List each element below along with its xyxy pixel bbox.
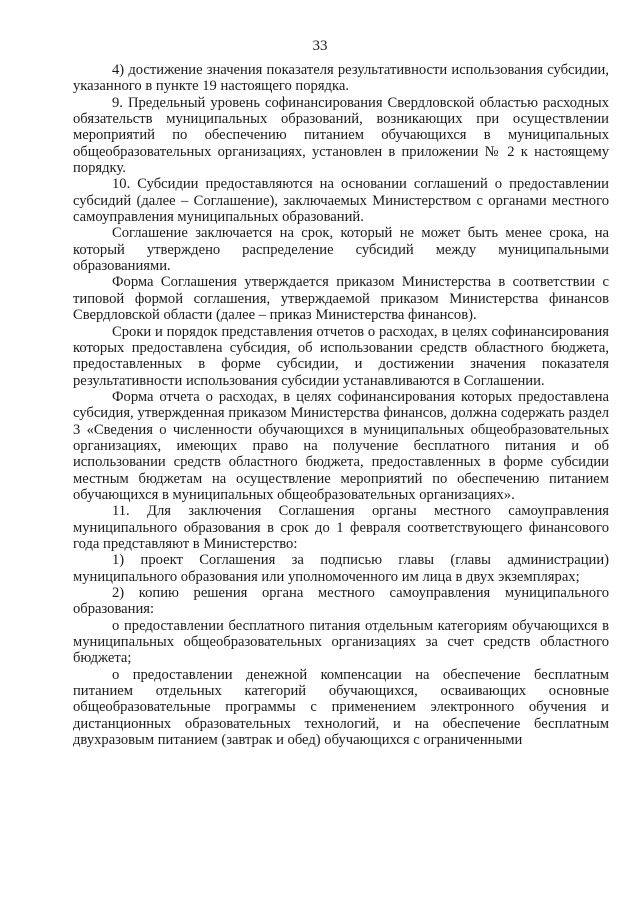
paragraph-agreement-form: Форма Соглашения утверждается приказом Министерства в соответствии с типовой формой соглашения, утверждаемой приказом Министерства финансов Свердловской области (далее – приказ Министерства финансов).: [73, 274, 609, 324]
paragraph-item-2: 2) копию решения органа местного самоуправления муниципального образования:: [73, 585, 609, 618]
paragraph-item-4: 4) достижение значения показателя результативности использования субсидии, указанного в пункте 19 настоящего порядка.: [73, 62, 609, 95]
page-number: 33: [312, 38, 328, 54]
paragraph-clause-11: 11. Для заключения Соглашения органы местного самоуправления муниципального образования в срок до 1 февраля соответствующего финансового года представляют в Министерство:: [73, 503, 609, 552]
paragraph-clause-9: 9. Предельный уровень софинансирования Свердловской областью расходных обязательств муниципальных образований, возникающих при осуществлении мероприятий по обеспечению питанием обучающихся в муниципальных общеобразовательных организациях, установлен в приложении № 2 к настоящему порядку.: [73, 94, 609, 177]
paragraph-reporting-terms: Сроки и порядок представления отчетов о расходах, в целях софинансирования которых предоставлена субсидия, об использовании средств областного бюджета, предоставленных в форме субсидии, и достижении значения показателя результативности использования субсидии устанавливаются в Соглашении.: [73, 323, 609, 389]
paragraph-agreement-term: Соглашение заключается на срок, который не может быть менее срока, на который утверждено распределение субсидий между муниципальными образованиями.: [73, 225, 609, 275]
paragraph-report-form: Форма отчета о расходах, в целях софинансирования которых предоставлена субсидия, утвержденная приказом Министерства финансов, должна содержать раздел 3 «Сведения о численности обучающихся в муниципальных общеобразовательных организациях, имеющих право на получение бесплатного питания и об использовании средств областного бюджета, предоставленных в форме субсидии местным бюджетам на осуществление мероприятий по обеспечению питанием обучающихся в муниципальных общеобразовательных организациях».: [73, 388, 609, 503]
paragraph-clause-10: 10. Субсидии предоставляются на основании соглашений о предоставлении субсидий (далее – Соглашение), заключаемых Министерством с органами местного самоуправления муниципальных образований.: [73, 176, 609, 226]
document-body: [73, 62, 609, 748]
paragraph-item-1: 1) проект Соглашения за подписью главы (главы администрации) муниципального образования или уполномоченного им лица в двух экземплярах;: [73, 552, 609, 585]
paragraph-compensation-decision: о предоставлении денежной компенсации на обеспечение бесплатным питанием отдельных категорий обучающихся, осваивающих основные общеобразовательные программы с применением электронного обучения и дистанционных образовательных технологий, и на обеспечение бесплатным двухразовым питанием (завтрак и обед) обучающихся с ограниченными: [73, 666, 609, 749]
paragraph-free-meals-decision: о предоставлении бесплатного питания отдельным категориям обучающихся в муниципальных общеобразовательных организациях за счет средств областного бюджета;: [73, 617, 609, 667]
